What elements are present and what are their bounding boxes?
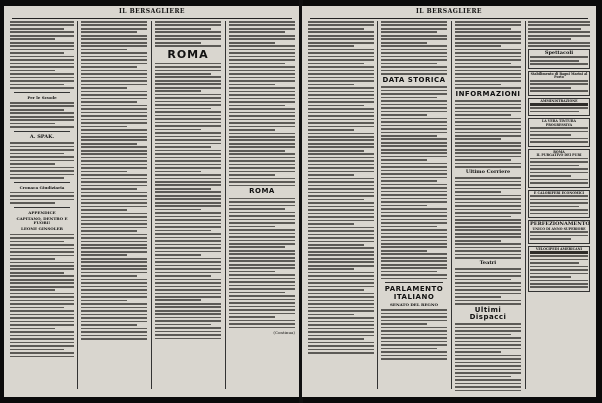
data-storica-heading: DATA STORICA: [382, 75, 446, 84]
advertisement: PERFEZIONAMENTO UNICO DI ANNO SUPERIORE: [528, 220, 590, 243]
left-column-1: [10, 21, 74, 391]
serial-title: CAPITANO, DENTRO E FUORI!: [16, 216, 68, 226]
left-page: [4, 6, 300, 397]
column-rule: [77, 21, 78, 389]
parliament-heading: PARLAMENTO ITALIANO: [384, 285, 444, 301]
right-column-1: [308, 21, 374, 391]
right-column-ads: [528, 21, 590, 391]
right-masthead: IL BERSAGLIERE: [415, 8, 482, 15]
advertisement: LA VERA TINTURA PROGRESSIVA: [528, 118, 590, 146]
advertisement: ROMA IL PURGATIVO DEI PURI: [528, 149, 590, 188]
column-rule: [225, 21, 226, 389]
senate-heading: SENATO DEL REGNO: [390, 302, 438, 308]
serial-author: LEONE GINSOLER: [21, 226, 63, 232]
teatri-heading: Teatri: [479, 259, 497, 266]
section-heading: A. SPAK.: [29, 133, 55, 140]
right-header-rule: [310, 18, 588, 19]
left-column-3: [155, 21, 221, 391]
ultimi-dispacci-heading: Ultimi Dispacci: [469, 305, 507, 321]
advertisement: Stabilimento di Bagni Marini al Porto: [528, 71, 590, 96]
left-column-4: [229, 21, 295, 391]
section-heading: Cronaca Giudiziaria: [19, 184, 65, 190]
serial-continued-note: (Continua): [273, 330, 295, 336]
column-rule: [525, 21, 526, 389]
right-column-3: [455, 21, 521, 391]
informazioni-heading: INFORMAZIONI: [455, 89, 521, 98]
right-page: [302, 6, 596, 397]
appendix-heading: APPENDICE: [28, 209, 56, 215]
column-rule: [377, 21, 378, 389]
left-masthead: IL BERSAGLIERE: [118, 8, 185, 15]
left-column-2: [81, 21, 147, 391]
column-rule: [451, 21, 452, 389]
roma-heading: ROMA: [167, 47, 209, 61]
section-heading: Per le Scuole: [27, 94, 57, 100]
right-column-2: [381, 21, 447, 391]
ultimo-corriere-heading: Ultimo Corriere: [465, 168, 511, 175]
column-rule: [151, 21, 152, 389]
advertisement: VELOCIPEDI AMERICANI: [528, 246, 590, 292]
advertisement: Spettacoli: [528, 49, 590, 69]
left-header-rule: [12, 18, 292, 19]
advertisement: AMMINISTRAZIONE: [528, 98, 590, 116]
roma-subheading: ROMA: [249, 187, 275, 196]
advertisement: E CALORIFERI ECONOMICI: [528, 190, 590, 218]
